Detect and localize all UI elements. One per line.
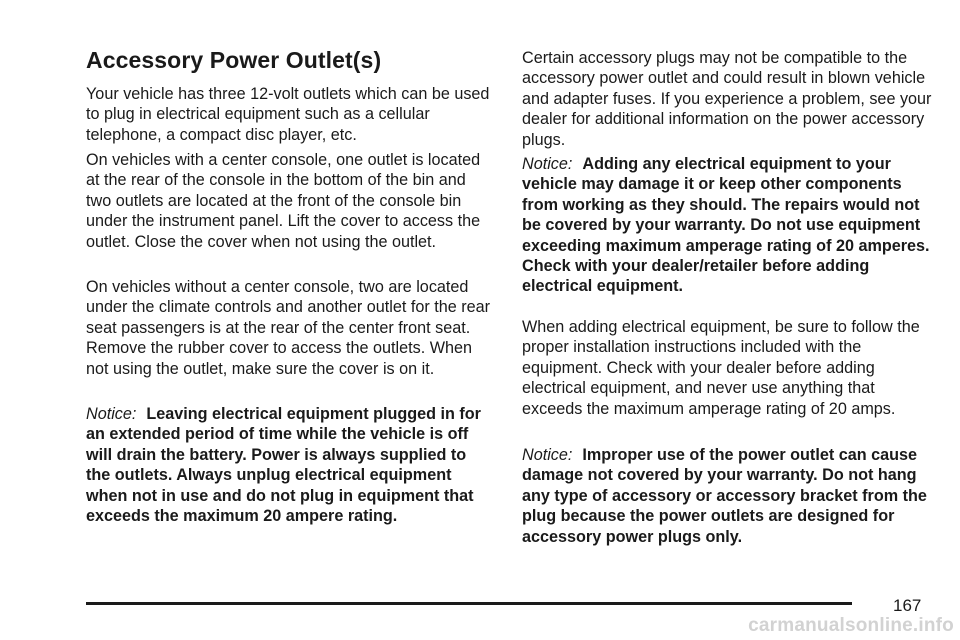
footer-rule — [86, 602, 852, 605]
notice-improper-use — [522, 445, 932, 547]
notice-label: Notice: — [522, 155, 573, 173]
installation-paragraph: When adding electrical equipment, be sure to follow the proper installation instructions included with the equipment. Check with your dealer before adding electrical equipment, and never use anything that exceeds the maximum amperage rating of 20 amps. — [522, 318, 920, 418]
notice-label: Notice: — [86, 405, 137, 423]
page-number: 167 — [893, 596, 922, 615]
center-console-paragraph: On vehicles with a center console, one outlet is located at the rear of the console in the bottom of the bin and two outlets are located at the front of the console bin under the instrument panel. Lift the cover to access the outlet. Close the cover when not using the outlet. — [86, 151, 481, 251]
notice-equipment — [522, 154, 932, 297]
notice-battery — [86, 404, 494, 526]
compatibility-paragraph: Certain accessory plugs may not be compatible to the accessory power outlet and could result in blown vehicle and adapter fuses. If you experience a problem, see your dealer for additional information on the power accessory plugs. — [522, 49, 932, 149]
notice-text: Adding any electrical equipment to your vehicle may damage it or keep other components from working as they should. The repairs would not be covered by your warranty. Do not use equipment exceeding maximum amperage rating of 20 amperes. Check with your dealer/retailer before adding electrical equipment. — [522, 155, 930, 296]
notice-text: Leaving electrical equipment plugged in for an extended period of time while the vehicle is off will drain the battery. Power is always supplied to the outlets. Always unplug electrical equipment when not in use and do not plug in equipment that exceeds the maximum 20 ampere rating. — [86, 405, 481, 526]
watermark: carmanualsonline.info — [748, 615, 954, 636]
intro-paragraph: Your vehicle has three 12-volt outlets which can be used to plug in electrical equipment such as a cellular telephone, a compact disc player, etc. — [86, 85, 490, 144]
page-heading: Accessory Power Outlet(s) — [86, 47, 382, 73]
notice-label: Notice: — [522, 446, 573, 464]
no-console-paragraph: On vehicles without a center console, two are located under the climate controls and another outlet for the rear seat passengers is at the rear of the center front seat. Remove the rubber cover to access the outlets. When not using the outlet, make sure the cover is on it. — [86, 278, 491, 378]
notice-text: Improper use of the power outlet can cause damage not covered by your warranty. Do not hang any type of accessory or accessory bracket from the plug because the power outlets are designed for accessory power plugs only. — [522, 446, 927, 546]
